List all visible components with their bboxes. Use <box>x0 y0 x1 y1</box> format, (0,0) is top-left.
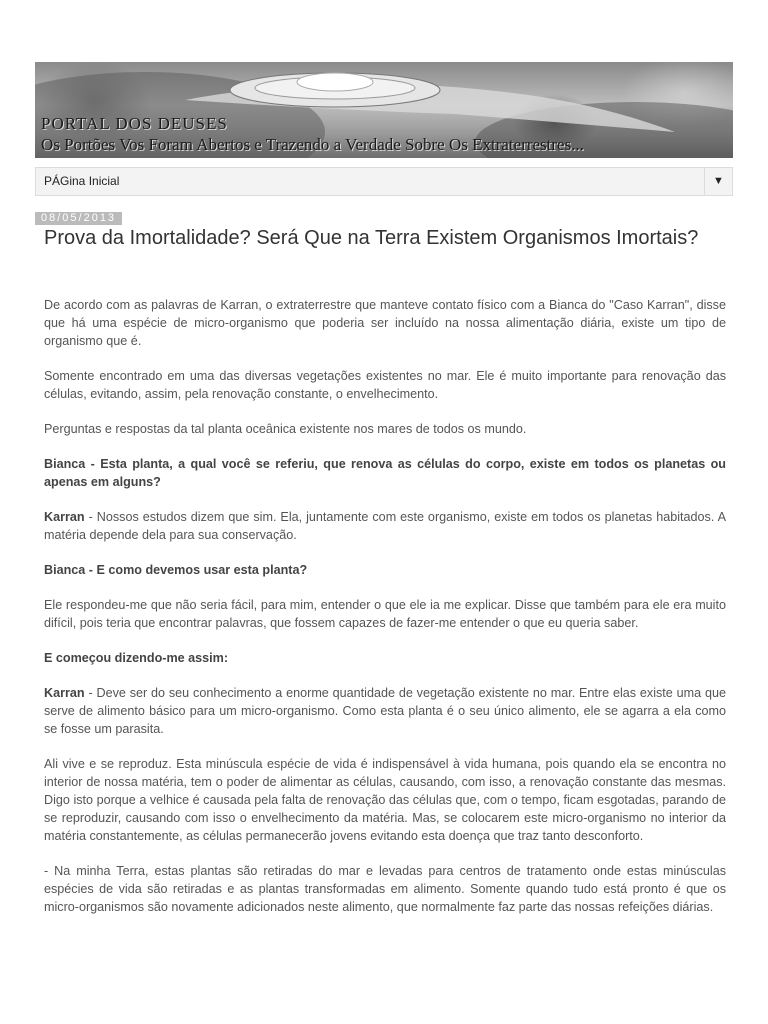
paragraph: Perguntas e respostas da tal planta oceânica existente nos mares de todos os mundo. <box>44 422 527 436</box>
speaker-name: Karran <box>44 510 85 524</box>
post-body <box>44 296 726 933</box>
paragraph: Ele respondeu-me que não seria fácil, para mim, entender o que ele ia me explicar. Disse que também para ele era muito difícil, pois teria que encontrar palavras, que fossem capazes de fazer-me entender o que eu queria saber. <box>44 598 726 630</box>
paragraph: Somente encontrado em uma das diversas vegetações existentes no mar. Ele é muito importante para renovação das células, evitando, assim, pela renovação constante, o envelhecimento. <box>44 369 726 401</box>
question <box>44 455 726 491</box>
dropdown-arrow-icon[interactable]: ▼ <box>713 175 724 187</box>
answer-text: - Deve ser do seu conhecimento a enorme quantidade de vegetação existente no mar. Entre elas existe uma que serve de alimento básico para um micro-organismo. Como esta planta é o seu único alimento, ele se agarra a ela como se fosse um parasita. <box>44 686 726 736</box>
paragraph: Ali vive e se reproduz. Esta minúscula espécie de vida é indispensável à vida humana, pois quando ela se encontra no interior de nossa matéria, tem o poder de alimentar as células, causando, com isso, a renovação constante das mesmas. Digo isto porque a velhice é causada pela falta de renovação das células que, com o tempo, ficam esgotadas, parando de se reproduzir, causando com isso o envelhecimento da matéria. Mas, se colocarem este micro-organismo no interior da matéria constantemente, as células permanecerão jovens evitando esta doença que traz tanto desconforto. <box>44 757 726 843</box>
question <box>44 561 726 579</box>
answer <box>44 684 726 738</box>
post-title[interactable]: Prova da Imortalidade? Será Que na Terra Existem Organismos Imortais? <box>44 227 699 249</box>
question-text: E começou dizendo-me assim: <box>44 651 229 665</box>
site-title: PORTAL DOS DEUSES <box>41 114 228 133</box>
question <box>44 649 726 667</box>
question-text: Bianca - E como devemos usar esta planta? <box>44 563 308 577</box>
paragraph: De acordo com as palavras de Karran, o extraterrestre que manteve contato físico com a Bianca do "Caso Karran", disse que há uma espécie de micro-organismo que poderia ser incluído na nossa alimentação diária, existe um tipo de organismo que é. <box>44 298 726 348</box>
speaker-name: Karran <box>44 686 85 700</box>
question-text: Bianca - Esta planta, a qual você se referiu, que renova as células do corpo, existe em todos os planetas ou apenas em alguns? <box>44 457 726 489</box>
page-nav-bar[interactable] <box>35 167 733 196</box>
header-banner[interactable] <box>35 62 733 158</box>
nav-home-link[interactable]: PÁGina Inicial <box>44 174 120 188</box>
answer-text: - Nossos estudos dizem que sim. Ela, juntamente com este organismo, existe em todos os planetas habitados. A matéria depende dela para sua conservação. <box>44 510 726 542</box>
paragraph: - Na minha Terra, estas plantas são retiradas do mar e levadas para centros de tratamento onde estas minúsculas espécies de vida são retiradas e as plantas transformadas em alimento. Somente quando tudo está pronto é que os micro-organismos são novamente adicionados neste alimento, que normalmente faz parte das nossas refeições diárias. <box>44 864 726 914</box>
site-tagline: Os Portões Vos Foram Abertos e Trazendo a Verdade Sobre Os Extraterrestres... <box>41 135 584 154</box>
post-date: 08/05/2013 <box>35 212 122 225</box>
answer <box>44 508 726 544</box>
